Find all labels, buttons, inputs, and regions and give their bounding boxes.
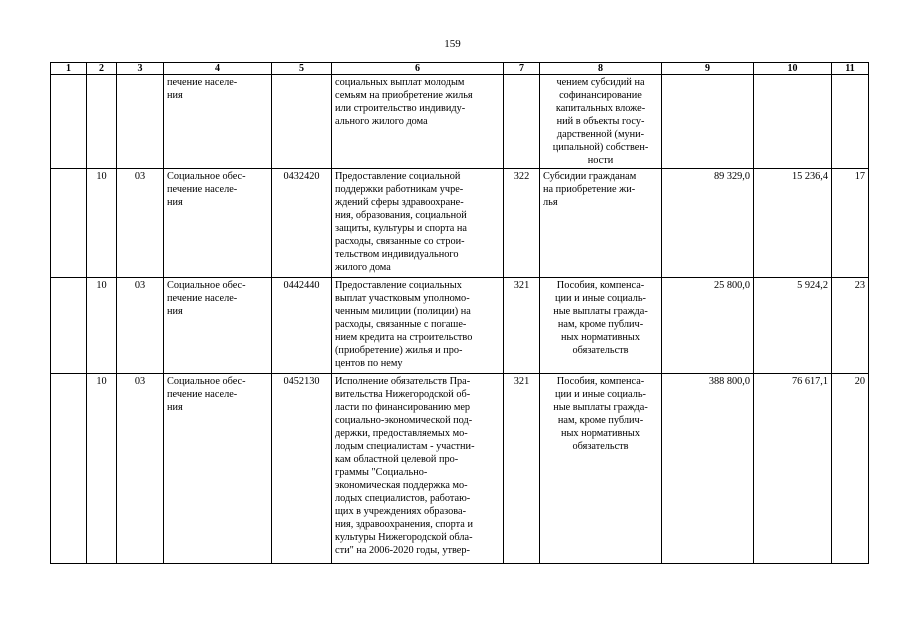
target-name-text: Предоставление социальных выплат участковым уполномо- ченным милиции (полиции) на расходы, связанные с погаше- нием кредита на строительство (приобретение) жилья и про- центов по нему [335,280,473,369]
cell-section-name [164,278,272,374]
cell-count: 20 [832,374,869,564]
expense-name-text: Пособия, компенса- ции и иные социаль- ные выплаты гражда- нам, кроме публич- ных нормативных обязательств [553,280,648,356]
cell-expense-name [540,278,662,374]
cell-amount-9: 388 800,0 [662,374,754,564]
section-name-text: Социальное обес- печение населе- ния [167,280,246,317]
cell-amount-9: 89 329,0 [662,169,754,278]
header-col-2: 2 [87,63,117,75]
cell-target-code [272,75,332,169]
section-name-text: печение населе- ния [167,77,238,101]
cell-count [832,75,869,169]
header-col-7: 7 [504,63,540,75]
cell-subsection: 03 [117,169,164,278]
cell-target-code: 0442440 [272,278,332,374]
header-col-11: 11 [832,63,869,75]
cell-section: 10 [87,169,117,278]
cell-subsection [117,75,164,169]
cell-num [51,278,87,374]
cell-amount-10 [754,75,832,169]
cell-num [51,75,87,169]
cell-expense-code: 321 [504,374,540,564]
cell-expense-name [540,75,662,169]
target-name-text: Предоставление социальной поддержки работникам учре- ждений сферы здравоохране- ния, образования, социальной защиты, культуры и спорта на расходы, связанные со строи- тельством индивидуального жилого дома [335,171,467,273]
cell-target-name [332,374,504,564]
cell-section: 10 [87,374,117,564]
section-name-text: Социальное обес- печение населе- ния [167,376,246,413]
cell-amount-9: 25 800,0 [662,278,754,374]
cell-amount-10: 76 617,1 [754,374,832,564]
cell-num [51,374,87,564]
cell-section-name [164,75,272,169]
cell-amount-10: 15 236,4 [754,169,832,278]
cell-target-name [332,278,504,374]
table-row [51,374,869,564]
cell-num [51,169,87,278]
header-col-10: 10 [754,63,832,75]
cell-expense-name [540,169,662,278]
table-row [51,75,869,169]
header-col-9: 9 [662,63,754,75]
cell-expense-code: 322 [504,169,540,278]
expense-name-text: Пособия, компенса- ции и иные социаль- ные выплаты гражда- нам, кроме публич- ных нормативных обязательств [553,376,648,452]
cell-target-name [332,169,504,278]
cell-expense-code [504,75,540,169]
target-name-text: социальных выплат молодым семьям на приобретение жилья или строительство индивиду- ального жилого дома [335,77,473,127]
cell-subsection: 03 [117,374,164,564]
cell-amount-9 [662,75,754,169]
cell-target-name [332,75,504,169]
expense-name-text: Субсидии гражданам на приобретение жи- лья [543,171,637,208]
cell-expense-name [540,374,662,564]
cell-count: 23 [832,278,869,374]
cell-section [87,75,117,169]
expense-name-text: чением субсидий на софинансирование капитальных вложе- ний в объекты госу- дарственной (муни- ципальной) собствен- ности [552,77,649,166]
header-col-6: 6 [332,63,504,75]
cell-amount-10: 5 924,2 [754,278,832,374]
header-col-4: 4 [164,63,272,75]
header-col-1: 1 [51,63,87,75]
cell-count: 17 [832,169,869,278]
budget-table [50,62,869,564]
cell-target-code: 0452130 [272,374,332,564]
cell-section: 10 [87,278,117,374]
cell-target-code: 0432420 [272,169,332,278]
header-col-5: 5 [272,63,332,75]
section-name-text: Социальное обес- печение населе- ния [167,171,246,208]
page-number: 159 [444,38,461,50]
cell-section-name [164,169,272,278]
table-row [51,278,869,374]
header-col-8: 8 [540,63,662,75]
header-col-3: 3 [117,63,164,75]
cell-subsection: 03 [117,278,164,374]
cell-section-name [164,374,272,564]
table-row [51,169,869,278]
header-row [51,63,869,75]
target-name-text: Исполнение обязательств Пра- вительства Нижегородской об- ласти по финансированию мер социально-экономической под- держки, предоставляемых мо- лодым специалистам - участни- кам областной целевой про- граммы "Социально- экономическая поддержка мо- лодых специалистов, работаю- щих в учреждениях образова- ния, здравоохранения, спорта и культуры Нижегородской обла- сти" на 2006-2020 годы, утвер- [335,376,475,556]
cell-expense-code: 321 [504,278,540,374]
